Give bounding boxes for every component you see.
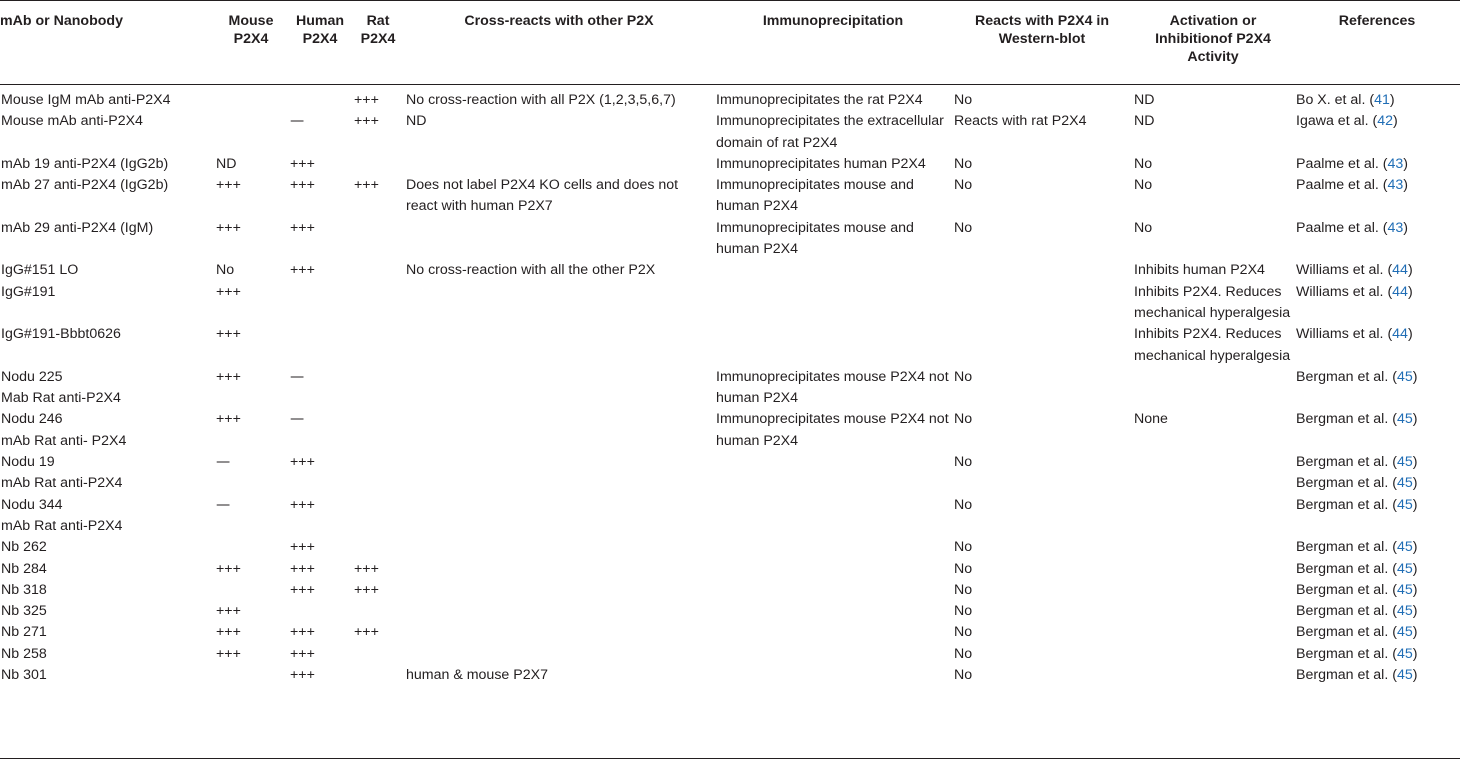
reference-author: Bergman et al. ( [1296, 560, 1397, 577]
reference-author: Bergman et al. ( [1296, 475, 1397, 492]
cell-activity: Inhibits P2X4. Reduces mechanical hyperalgesia [1134, 283, 1291, 321]
reference-close: ) [1403, 177, 1408, 194]
reference-number-link[interactable]: 45 [1396, 667, 1413, 684]
cell-name: IgG#151 LO [1, 262, 79, 279]
reference-number-link[interactable]: 44 [1392, 283, 1408, 300]
reference-author: Bergman et al. ( [1296, 581, 1397, 598]
cell-reference [1294, 409, 1460, 452]
cell-human-p2x4: +++ [290, 155, 315, 172]
reference-line [1296, 644, 1458, 665]
cell-western-blot: No [954, 454, 973, 471]
table-row [0, 537, 1460, 558]
cell-human-p2x4: — [290, 368, 305, 385]
bottom-rule [0, 758, 1460, 759]
cell-western-blot: No [954, 92, 973, 108]
reference-number-link[interactable]: 45 [1396, 560, 1413, 577]
cell-activity [1132, 537, 1294, 558]
cell-mouse-p2x4: — [216, 454, 231, 471]
reference-number-link[interactable]: 45 [1396, 411, 1413, 428]
cell-cross-reacts [404, 282, 714, 325]
table-row [0, 175, 1460, 218]
cell-western-blot: No [954, 219, 973, 236]
antibody-subname: mAb Rat anti- P2X4 [1, 432, 127, 449]
cell-rat-p2x4: +++ [354, 113, 379, 130]
table-body [0, 84, 1460, 686]
reference-author: Williams et al. ( [1296, 326, 1393, 343]
cell-immunoprecipitation [714, 644, 952, 665]
cell-activity [1132, 495, 1294, 538]
cell-name: Mouse IgM mAb anti-P2X4 [1, 92, 171, 108]
reference-author: Williams et al. ( [1296, 262, 1393, 279]
cell-western-blot: No [954, 496, 973, 513]
reference-line [1296, 175, 1458, 196]
cell-mouse-p2x4 [214, 580, 288, 601]
cell-human-p2x4: +++ [290, 539, 315, 556]
reference-close: ) [1403, 155, 1408, 172]
cell-immunoprecipitation [714, 580, 952, 601]
cell-western-blot: No [954, 603, 973, 620]
reference-close: ) [1412, 560, 1418, 577]
reference-line [1296, 580, 1458, 601]
reference-close: ) [1412, 496, 1418, 513]
cell-human-p2x4: +++ [290, 454, 315, 471]
table-row [0, 324, 1460, 367]
reference-author: Bergman et al. ( [1296, 603, 1397, 620]
cell-western-blot: No [954, 539, 973, 556]
antibody-subname: mAb Rat anti-P2X4 [1, 475, 123, 492]
reference-number-link[interactable]: 43 [1387, 177, 1404, 194]
cell-rat-p2x4 [352, 537, 404, 558]
cell-reference [1294, 324, 1460, 367]
cell-cross-reacts [404, 601, 714, 622]
cell-mouse-p2x4: +++ [216, 177, 241, 194]
cell-immunoprecipitation: Immunoprecipitates human P2X4 [716, 155, 926, 172]
reference-author: Williams et al. ( [1296, 283, 1393, 300]
reference-close: ) [1403, 219, 1408, 236]
reference-line [1296, 111, 1458, 132]
reference-number-link[interactable]: 43 [1387, 219, 1404, 236]
cell-activity [1132, 622, 1294, 643]
cell-western-blot: No [954, 368, 973, 385]
cell-cross-reacts [404, 644, 714, 665]
reference-number-link[interactable]: 45 [1396, 454, 1413, 471]
cell-reference [1294, 537, 1460, 558]
cell-reference [1294, 154, 1460, 175]
cell-cross-reacts: No cross-reaction with all P2X (1,2,3,5,6,7) [406, 92, 676, 108]
reference-line [1296, 622, 1458, 643]
header-cell: Cross-reacts with other P2X [464, 13, 654, 29]
cell-human-p2x4: +++ [290, 624, 315, 641]
reference-number-link[interactable]: 41 [1374, 92, 1390, 108]
cell-activity [1132, 559, 1294, 580]
header-cell: Human P2X4 [295, 13, 345, 47]
cell-rat-p2x4 [352, 282, 404, 325]
reference-line [1296, 409, 1458, 430]
table-row [0, 154, 1460, 175]
reference-number-link[interactable]: 45 [1396, 539, 1413, 556]
cell-activity [1132, 452, 1294, 495]
cell-cross-reacts [404, 367, 714, 410]
cell-immunoprecipitation [714, 452, 952, 495]
cell-activity: None [1134, 411, 1168, 428]
cell-activity: No [1134, 219, 1153, 236]
cell-cross-reacts: No cross-reaction with all the other P2X [406, 262, 656, 279]
cell-rat-p2x4 [352, 324, 404, 367]
cell-cross-reacts [404, 218, 714, 261]
reference-close: ) [1407, 326, 1413, 343]
cell-reference [1294, 218, 1460, 261]
cell-human-p2x4 [288, 601, 352, 622]
cell-human-p2x4 [288, 282, 352, 325]
reference-number-link[interactable]: 45 [1396, 624, 1413, 641]
reference-number-link[interactable]: 45 [1396, 368, 1413, 385]
cell-human-p2x4: +++ [290, 645, 315, 662]
reference-close: ) [1407, 283, 1413, 300]
cell-immunoprecipitation [714, 260, 952, 281]
cell-mouse-p2x4 [214, 111, 288, 154]
reference-line [1296, 665, 1458, 686]
reference-close: ) [1393, 113, 1398, 130]
cell-human-p2x4: +++ [290, 262, 315, 279]
cell-name: Nb 284 [1, 560, 47, 577]
cell-human-p2x4 [288, 324, 352, 367]
reference-close: ) [1412, 411, 1418, 428]
cell-reference [1294, 84, 1460, 111]
cell-immunoprecipitation [714, 495, 952, 538]
cell-mouse-p2x4: +++ [216, 411, 241, 428]
cell-immunoprecipitation: Immunoprecipitates the extracellular domain of rat P2X4 [716, 113, 944, 151]
cell-mouse-p2x4: — [216, 496, 231, 513]
cell-name [0, 452, 214, 495]
reference-close: ) [1412, 454, 1418, 471]
cell-activity: No [1134, 177, 1153, 194]
reference-line [1296, 218, 1458, 239]
cell-immunoprecipitation: Immunoprecipitates mouse P2X4 not human P2X4 [716, 368, 949, 407]
cell-western-blot: No [954, 560, 973, 577]
cell-rat-p2x4 [352, 218, 404, 261]
cell-name: Nb 258 [1, 645, 47, 662]
reference-close: ) [1412, 667, 1418, 684]
reference-author: Bergman et al. ( [1296, 624, 1397, 641]
cell-western-blot: No [954, 155, 973, 172]
cell-rat-p2x4: +++ [354, 624, 379, 641]
cell-cross-reacts: human & mouse P2X7 [406, 667, 548, 684]
cell-western-blot: Reacts with rat P2X4 [954, 113, 1087, 130]
cell-cross-reacts [404, 409, 714, 452]
table-row [0, 84, 1460, 111]
table-row [0, 559, 1460, 580]
cell-cross-reacts [404, 580, 714, 601]
header-cell: References [1338, 13, 1416, 29]
cell-immunoprecipitation [714, 324, 952, 367]
reference-close: ) [1412, 475, 1418, 492]
cell-human-p2x4 [288, 84, 352, 111]
cell-western-blot [952, 282, 1132, 325]
cell-activity: Inhibits P2X4. Reduces mechanical hyperalgesia [1134, 326, 1291, 364]
reference-close: ) [1412, 645, 1418, 662]
cell-mouse-p2x4: +++ [216, 603, 241, 620]
cell-immunoprecipitation [714, 282, 952, 325]
cell-reference [1294, 260, 1460, 281]
reference-line [1296, 559, 1458, 580]
cell-rat-p2x4 [352, 154, 404, 175]
cell-rat-p2x4 [352, 495, 404, 538]
cell-mouse-p2x4 [214, 537, 288, 558]
cell-reference [1294, 282, 1460, 325]
table-row [0, 452, 1460, 495]
reference-line [1296, 90, 1458, 111]
cell-activity: ND [1134, 92, 1155, 108]
cell-activity [1132, 367, 1294, 410]
cell-western-blot: No [954, 177, 973, 194]
cell-rat-p2x4 [352, 260, 404, 281]
table-row [0, 218, 1460, 261]
antibody-subname: Mab Rat anti-P2X4 [1, 390, 121, 407]
reference-author: Bergman et al. ( [1296, 454, 1397, 471]
cell-name: Nb 318 [1, 581, 47, 598]
cell-name [0, 409, 214, 452]
header-row [0, 0, 1460, 84]
reference-number-link[interactable]: 45 [1396, 581, 1413, 598]
cell-mouse-p2x4: +++ [216, 624, 241, 641]
cell-rat-p2x4 [352, 409, 404, 452]
cell-name: mAb 27 anti-P2X4 (IgG2b) [1, 177, 169, 194]
cell-rat-p2x4 [352, 601, 404, 622]
reference-line [1296, 495, 1458, 516]
cell-reference [1294, 665, 1460, 686]
cell-name: Mouse mAb anti-P2X4 [1, 113, 143, 130]
cell-reference [1294, 495, 1460, 538]
cell-cross-reacts [404, 537, 714, 558]
cell-cross-reacts [404, 495, 714, 538]
cell-western-blot: No [954, 645, 973, 662]
reference-close: ) [1412, 368, 1418, 385]
cell-human-p2x4: +++ [290, 496, 315, 513]
cell-rat-p2x4 [352, 665, 404, 686]
cell-activity [1132, 601, 1294, 622]
cell-mouse-p2x4: No [216, 262, 235, 279]
cell-western-blot [952, 260, 1132, 281]
cell-immunoprecipitation: Immunoprecipitates the rat P2X4 [716, 92, 923, 108]
cell-human-p2x4: +++ [290, 177, 315, 194]
cell-mouse-p2x4: +++ [216, 368, 241, 385]
reference-author: Paalme et al. ( [1296, 219, 1388, 236]
cell-activity [1132, 644, 1294, 665]
cell-immunoprecipitation: Immunoprecipitates mouse and human P2X4 [716, 219, 914, 258]
cell-western-blot: No [954, 411, 973, 428]
cell-mouse-p2x4: +++ [216, 219, 241, 236]
reference-line [1296, 537, 1458, 558]
cell-cross-reacts: ND [406, 113, 427, 130]
reference-close: ) [1412, 581, 1418, 598]
cell-western-blot [952, 324, 1132, 367]
cell-human-p2x4: +++ [290, 667, 315, 684]
cell-reference [1294, 644, 1460, 665]
table-row [0, 580, 1460, 601]
antibody-subname: mAb Rat anti-P2X4 [1, 517, 123, 534]
table-row [0, 622, 1460, 643]
table-row [0, 367, 1460, 410]
cell-human-p2x4: — [290, 411, 305, 428]
header-cell: Activation or Inhibitionof P2X4 Activity [1155, 13, 1271, 65]
reference-author: Paalme et al. ( [1296, 177, 1388, 194]
antibody-name: Nodu 225 [1, 368, 63, 385]
cell-western-blot: No [954, 624, 973, 641]
cell-cross-reacts [404, 154, 714, 175]
cell-immunoprecipitation [714, 559, 952, 580]
cell-name [0, 495, 214, 538]
table-row [0, 665, 1460, 686]
reference-line [1296, 324, 1458, 345]
reference-author: Bergman et al. ( [1296, 368, 1397, 385]
reference-close: ) [1389, 92, 1395, 108]
cell-cross-reacts [404, 324, 714, 367]
cell-reference [1294, 367, 1460, 410]
reference-number-link[interactable]: 44 [1392, 262, 1408, 279]
cell-reference [1294, 559, 1460, 580]
cell-rat-p2x4: +++ [354, 581, 379, 598]
cell-mouse-p2x4: +++ [216, 560, 241, 577]
cell-cross-reacts: Does not label P2X4 KO cells and does not react with human P2X7 [406, 177, 679, 215]
cell-human-p2x4: — [290, 113, 305, 130]
table-row [0, 260, 1460, 281]
reference-line [1296, 367, 1458, 388]
reference-author: Bo X. et al. ( [1296, 92, 1375, 108]
reference-number-link[interactable]: 45 [1396, 475, 1413, 492]
header-cell: Immunoprecipitation [762, 13, 904, 29]
cell-immunoprecipitation: Immunoprecipitates mouse and human P2X4 [716, 177, 914, 215]
reference-close: ) [1412, 624, 1418, 641]
cell-rat-p2x4: +++ [354, 177, 379, 194]
antibody-name: Nodu 246 [1, 411, 63, 428]
reference-close: ) [1407, 262, 1413, 279]
reference-author: Bergman et al. ( [1296, 667, 1397, 684]
cell-name: Nb 271 [1, 624, 47, 641]
cell-human-p2x4: +++ [290, 219, 315, 236]
reference-author: Bergman et al. ( [1296, 539, 1397, 556]
cell-name: IgG#191 [1, 283, 56, 300]
cell-name: IgG#191-Bbbt0626 [1, 326, 121, 343]
cell-immunoprecipitation: Immunoprecipitates mouse P2X4 not human P2X4 [716, 411, 949, 449]
cell-western-blot: No [954, 667, 973, 684]
reference-line [1296, 473, 1458, 494]
reference-author: Paalme et al. ( [1296, 155, 1388, 172]
reference-number-link[interactable]: 43 [1387, 155, 1404, 172]
cell-activity [1132, 665, 1294, 686]
cell-mouse-p2x4: +++ [216, 326, 241, 343]
cell-mouse-p2x4: +++ [216, 645, 241, 662]
reference-number-link[interactable]: 45 [1396, 496, 1413, 513]
cell-western-blot: No [954, 581, 973, 598]
cell-rat-p2x4: +++ [354, 560, 379, 577]
reference-close: ) [1412, 603, 1418, 620]
cell-cross-reacts [404, 622, 714, 643]
cell-name: Nb 325 [1, 603, 47, 620]
cell-reference [1294, 111, 1460, 154]
header-cell: Rat P2X4 [360, 13, 396, 47]
cell-mouse-p2x4: +++ [216, 283, 241, 300]
header-cell: Reacts with P2X4 in Western-blot [974, 13, 1110, 47]
reference-line [1296, 154, 1458, 175]
reference-close: ) [1412, 539, 1418, 556]
cell-rat-p2x4 [352, 452, 404, 495]
cell-immunoprecipitation [714, 665, 952, 686]
cell-rat-p2x4: +++ [354, 92, 379, 108]
reference-number-link[interactable]: 45 [1396, 645, 1413, 662]
reference-number-link[interactable]: 42 [1377, 113, 1394, 130]
cell-human-p2x4: +++ [290, 581, 315, 598]
reference-line [1296, 601, 1458, 622]
table-row [0, 601, 1460, 622]
cell-mouse-p2x4: ND [216, 155, 237, 172]
table-row [0, 644, 1460, 665]
table-row [0, 495, 1460, 538]
cell-mouse-p2x4 [214, 84, 288, 111]
cell-reference [1294, 452, 1460, 495]
header-cell: Mouse P2X4 [228, 13, 274, 47]
cell-cross-reacts [404, 452, 714, 495]
cell-name [0, 367, 214, 410]
cell-reference [1294, 175, 1460, 218]
cell-mouse-p2x4 [214, 665, 288, 686]
header-cell: mAb or Nanobody [0, 13, 123, 29]
cell-name: Nb 301 [1, 667, 47, 684]
cell-immunoprecipitation [714, 601, 952, 622]
cell-cross-reacts [404, 559, 714, 580]
cell-immunoprecipitation [714, 537, 952, 558]
cell-name: mAb 29 anti-P2X4 (IgM) [1, 219, 154, 236]
cell-activity: Inhibits human P2X4 [1134, 262, 1265, 279]
cell-name: Nb 262 [1, 539, 47, 556]
cell-reference [1294, 580, 1460, 601]
reference-number-link[interactable]: 44 [1392, 326, 1408, 343]
table-row [0, 409, 1460, 452]
antibody-name: Nodu 344 [1, 496, 63, 513]
cell-rat-p2x4 [352, 367, 404, 410]
reference-number-link[interactable]: 45 [1396, 603, 1413, 620]
reference-line [1296, 282, 1458, 303]
cell-activity: ND [1134, 113, 1155, 130]
reference-line [1296, 452, 1458, 473]
reference-author: Bergman et al. ( [1296, 496, 1397, 513]
cell-activity [1132, 580, 1294, 601]
table-row [0, 282, 1460, 325]
antibody-name: Nodu 19 [1, 454, 55, 471]
table-row [0, 111, 1460, 154]
cell-activity: No [1134, 155, 1153, 172]
cell-human-p2x4: +++ [290, 560, 315, 577]
reference-line [1296, 260, 1458, 281]
cell-reference [1294, 601, 1460, 622]
reference-author: Bergman et al. ( [1296, 411, 1397, 428]
cell-reference [1294, 622, 1460, 643]
cell-name: mAb 19 anti-P2X4 (IgG2b) [1, 155, 169, 172]
reference-author: Igawa et al. ( [1296, 113, 1378, 130]
cell-immunoprecipitation [714, 622, 952, 643]
reference-author: Bergman et al. ( [1296, 645, 1397, 662]
cell-rat-p2x4 [352, 644, 404, 665]
